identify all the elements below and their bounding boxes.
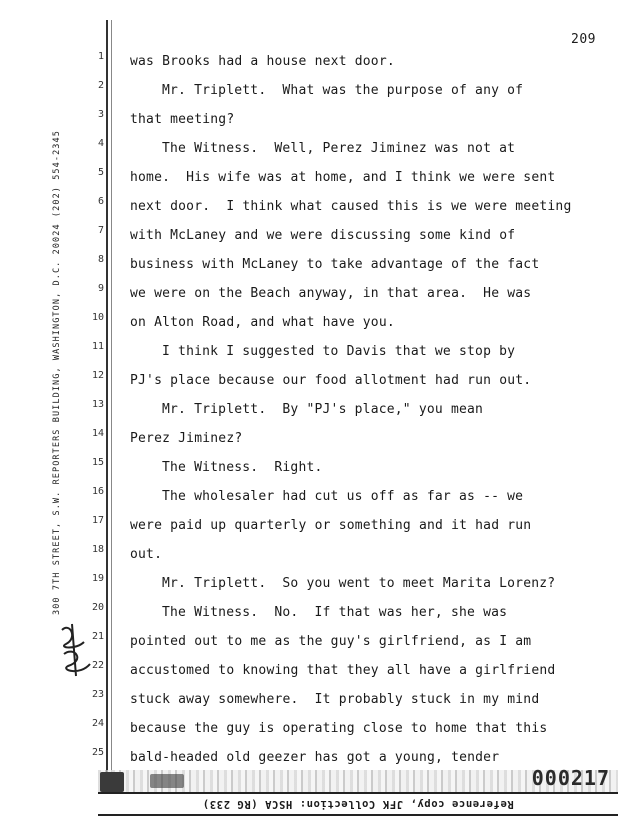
line-number: 11 <box>91 341 104 352</box>
transcript-line: we were on the Beach anyway, in that area. He was <box>130 286 532 301</box>
page-number: 209 <box>571 32 596 47</box>
transcript-line: was Brooks had a house next door. <box>130 54 395 69</box>
scan-blot <box>150 774 184 788</box>
transcript-line: PJ's place because our food allotment had run out. <box>130 373 532 388</box>
line-number: 23 <box>91 689 104 700</box>
handwritten-initials <box>56 620 94 680</box>
transcript-line: I think I suggested to Davis that we stop by <box>162 344 516 359</box>
line-number: 5 <box>97 167 104 178</box>
transcript-line: stuck away somewhere. It probably stuck in my mind <box>130 692 540 707</box>
line-number: 17 <box>91 515 104 526</box>
line-number: 18 <box>91 544 104 555</box>
margin-rule <box>106 20 108 790</box>
transcript-line: The wholesaler had cut us off as far as -- we <box>162 489 524 504</box>
transcript-line: accustomed to knowing that they all have a girlfriend <box>130 663 556 678</box>
transcript-line: Mr. Triplett. By "PJ's place," you mean <box>162 402 484 417</box>
line-number: 8 <box>97 254 104 265</box>
line-number: 10 <box>91 312 104 323</box>
transcript-line: home. His wife was at home, and I think we were sent <box>130 170 556 185</box>
line-number: 4 <box>97 138 104 149</box>
reporter-address: 300 7TH STREET, S.W. REPORTERS BUILDING, WASHINGTON, D.C. 20024 (202) 554-2345 <box>52 130 62 615</box>
reference-copy-label: Reference copy, JFK Collection: HSCA (RG 233) <box>202 798 514 810</box>
line-number: 21 <box>91 631 104 642</box>
transcript-line: The Witness. Well, Perez Jiminez was not at <box>162 141 516 156</box>
transcript-line: The Witness. Right. <box>162 460 323 475</box>
line-number: 1 <box>97 51 104 62</box>
transcript-line: Mr. Triplett. So you went to meet Marita Lorenz? <box>162 576 556 591</box>
reference-copy-bar <box>98 792 618 816</box>
line-number: 20 <box>91 602 104 613</box>
line-number: 14 <box>91 428 104 439</box>
line-number: 12 <box>91 370 104 381</box>
transcript-line: were paid up quarterly or something and it had run <box>130 518 532 533</box>
line-number: 15 <box>91 457 104 468</box>
line-number: 24 <box>91 718 104 729</box>
scan-blot <box>100 772 124 792</box>
line-number: 16 <box>91 486 104 497</box>
line-number: 3 <box>97 109 104 120</box>
transcript-line: bald-headed old geezer has got a young, tender <box>130 750 500 765</box>
line-number: 22 <box>91 660 104 671</box>
line-number: 7 <box>97 225 104 236</box>
transcript-line: pointed out to me as the guy's girlfriend, as I am <box>130 634 532 649</box>
transcript-line: on Alton Road, and what have you. <box>130 315 395 330</box>
line-number: 2 <box>97 80 104 91</box>
transcript-line: that meeting? <box>130 112 235 127</box>
transcript-line: business with McLaney to take advantage of the fact <box>130 257 540 272</box>
line-number: 19 <box>91 573 104 584</box>
transcript-line: because the guy is operating close to home that this <box>130 721 548 736</box>
line-number: 25 <box>91 747 104 758</box>
transcript-line: Mr. Triplett. What was the purpose of any of <box>162 83 524 98</box>
margin-rule-inner <box>111 20 112 790</box>
document-number: 000217 <box>531 766 610 790</box>
transcript-line: The Witness. No. If that was her, she was <box>162 605 508 620</box>
line-number: 13 <box>91 399 104 410</box>
line-number: 9 <box>97 283 104 294</box>
transcript-line: next door. I think what caused this is we were meeting <box>130 199 572 214</box>
transcript-line: with McLaney and we were discussing some kind of <box>130 228 516 243</box>
transcript-line: out. <box>130 547 163 562</box>
line-number: 6 <box>97 196 104 207</box>
transcript-line: Perez Jiminez? <box>130 431 243 446</box>
